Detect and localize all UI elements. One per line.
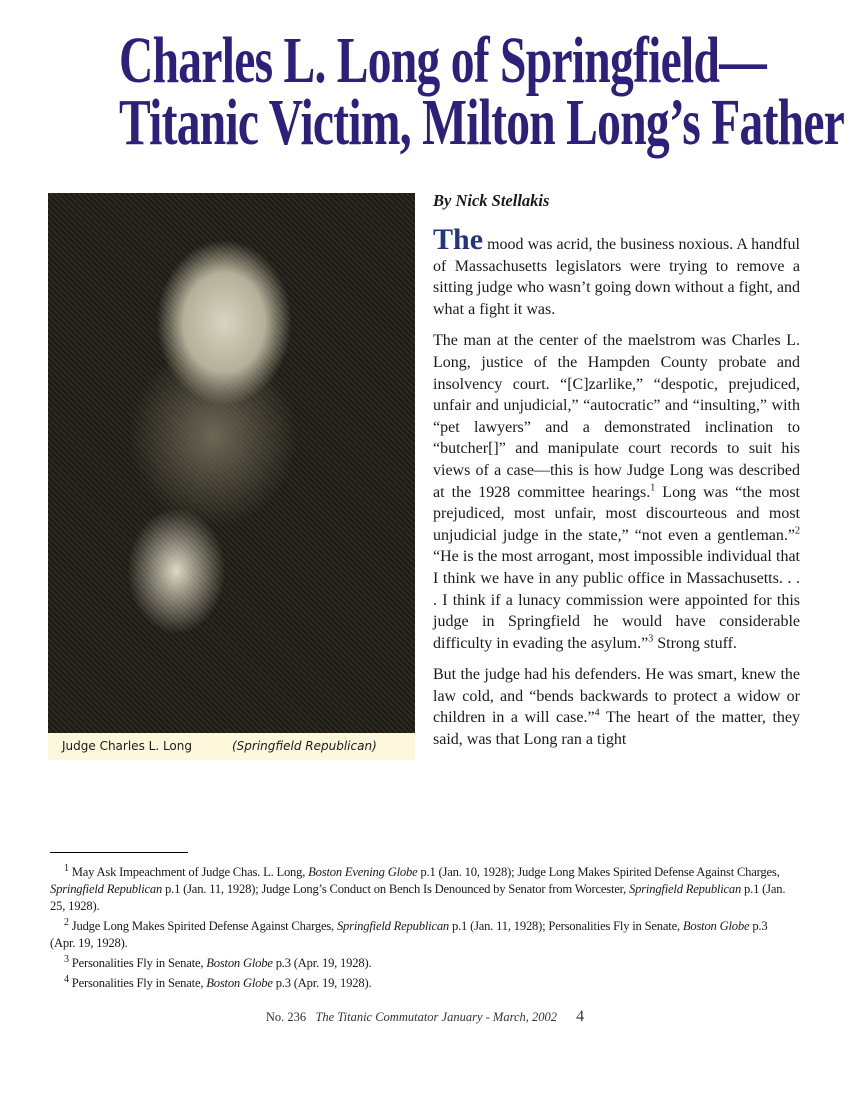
page-footer <box>0 1008 850 1026</box>
footnote-text: Judge Long Makes Spirited Defense Against Charges, <box>71 919 337 933</box>
source-title: Springfield Republican <box>629 882 742 896</box>
article-body <box>48 193 800 763</box>
lead-word: The <box>433 223 484 256</box>
footnote-ref[interactable]: 4 <box>594 708 600 720</box>
footnote-text: p.1 (Jan. 25, 1928). <box>50 882 786 913</box>
paragraph-text: mood was acrid, the business noxious. A handful of Massachusetts legislators were trying to remove a sitting judge who wasn’t going down without a fight, and what a fight it was. <box>433 236 800 318</box>
publication-name: The Titanic Commutator January - March, 2002 <box>315 1010 558 1024</box>
paragraph-text: Long was “the most prejudiced, most unfair, most discourteous and most unjudicial judge in the state,” “not even a gentleman.” <box>433 483 800 544</box>
footnote-number: 4 <box>64 973 69 985</box>
footnote-number: 2 <box>64 916 69 928</box>
footnote-text: Personalities Fly in Senate, <box>71 976 207 990</box>
source-title: Boston Evening Globe <box>308 865 418 879</box>
footnotes <box>50 864 790 995</box>
footnote-ref[interactable]: 2 <box>795 525 800 537</box>
title-line-2: Titanic Victim, Milton Long’s Father <box>119 86 845 159</box>
source-title: Boston Globe <box>206 956 273 970</box>
source-title: Springfield Republican <box>336 919 450 933</box>
caption-credit: (Springfield Republican) <box>231 739 377 753</box>
page-number: 4 <box>576 1008 585 1025</box>
footnote-text: p.3 (Apr. 19, 1928). <box>272 976 372 990</box>
footnote-ref[interactable]: 1 <box>650 482 656 494</box>
footnote <box>50 975 790 992</box>
paragraph-text: The man at the center of the maelstrom was Charles L. Long, justice of the Hampden County probate and insolvency court. “[C]zarlike,” “despotic, prejudiced, unfair and unjudicial,” “autocratic” and “insulting,” with “pet lawyers” and a demonstrated inclination to “butcher[]” and manipulate court records to suit his views of a case—this is how Judge Long was described at the 1928 committee hearings. <box>433 332 800 501</box>
footnote <box>50 918 790 952</box>
paragraph-text: The heart of the matter, they said, was that Long ran a tight <box>433 709 800 749</box>
paragraph-text: But the judge had his defenders. He was smart, knew the law cold, and “bends backwards to protect a widow or children in a will case.” <box>433 666 800 727</box>
paragraph-text: “He is the most arrogant, most impossible individual that I think we have in any public office in Massachusetts. . . . I think if a lunacy commission were appointed for this judge in Springfield he would have considerable difficulty in evading the asylum.” <box>433 548 800 652</box>
footnote-text: p.1 (Jan. 11, 1928); Personalities Fly in Senate, <box>449 919 683 933</box>
paragraph-text: Strong stuff. <box>653 634 737 652</box>
title-line-1: Charles L. Long of Springfield— <box>119 24 766 97</box>
footnote-text: May Ask Impeachment of Judge Chas. L. Long, <box>71 865 309 879</box>
source-title: Boston Globe <box>206 976 273 990</box>
footnote-text: p.1 (Jan. 10, 1928); Judge Long Makes Spirited Defense Against Charges, <box>417 865 780 879</box>
figure-caption <box>48 733 415 760</box>
byline: By Nick Stellakis <box>433 191 550 210</box>
portrait-figure <box>48 193 415 763</box>
footnote <box>50 955 790 972</box>
issue-number: No. 236 <box>265 1010 307 1024</box>
portrait-photo <box>48 193 415 733</box>
footnote-text: Personalities Fly in Senate, <box>71 956 207 970</box>
footnote-ref[interactable]: 3 <box>648 633 654 645</box>
source-title: Springfield Republican <box>50 882 163 896</box>
footnote-number: 1 <box>64 862 69 874</box>
footnote <box>50 864 790 915</box>
article-title <box>0 24 850 159</box>
footnote-text: p.3 (Apr. 19, 1928). <box>50 919 768 950</box>
footnote-text: p.1 (Jan. 11, 1928); Judge Long’s Conduct on Bench Is Denounced by Senator from Worcester, <box>162 882 630 896</box>
footnote-text: p.3 (Apr. 19, 1928). <box>272 956 372 970</box>
caption-text: Judge Charles L. Long <box>62 739 192 753</box>
footnote-number: 3 <box>64 953 69 965</box>
source-title: Boston Globe <box>682 919 750 933</box>
footnote-divider <box>50 852 188 853</box>
